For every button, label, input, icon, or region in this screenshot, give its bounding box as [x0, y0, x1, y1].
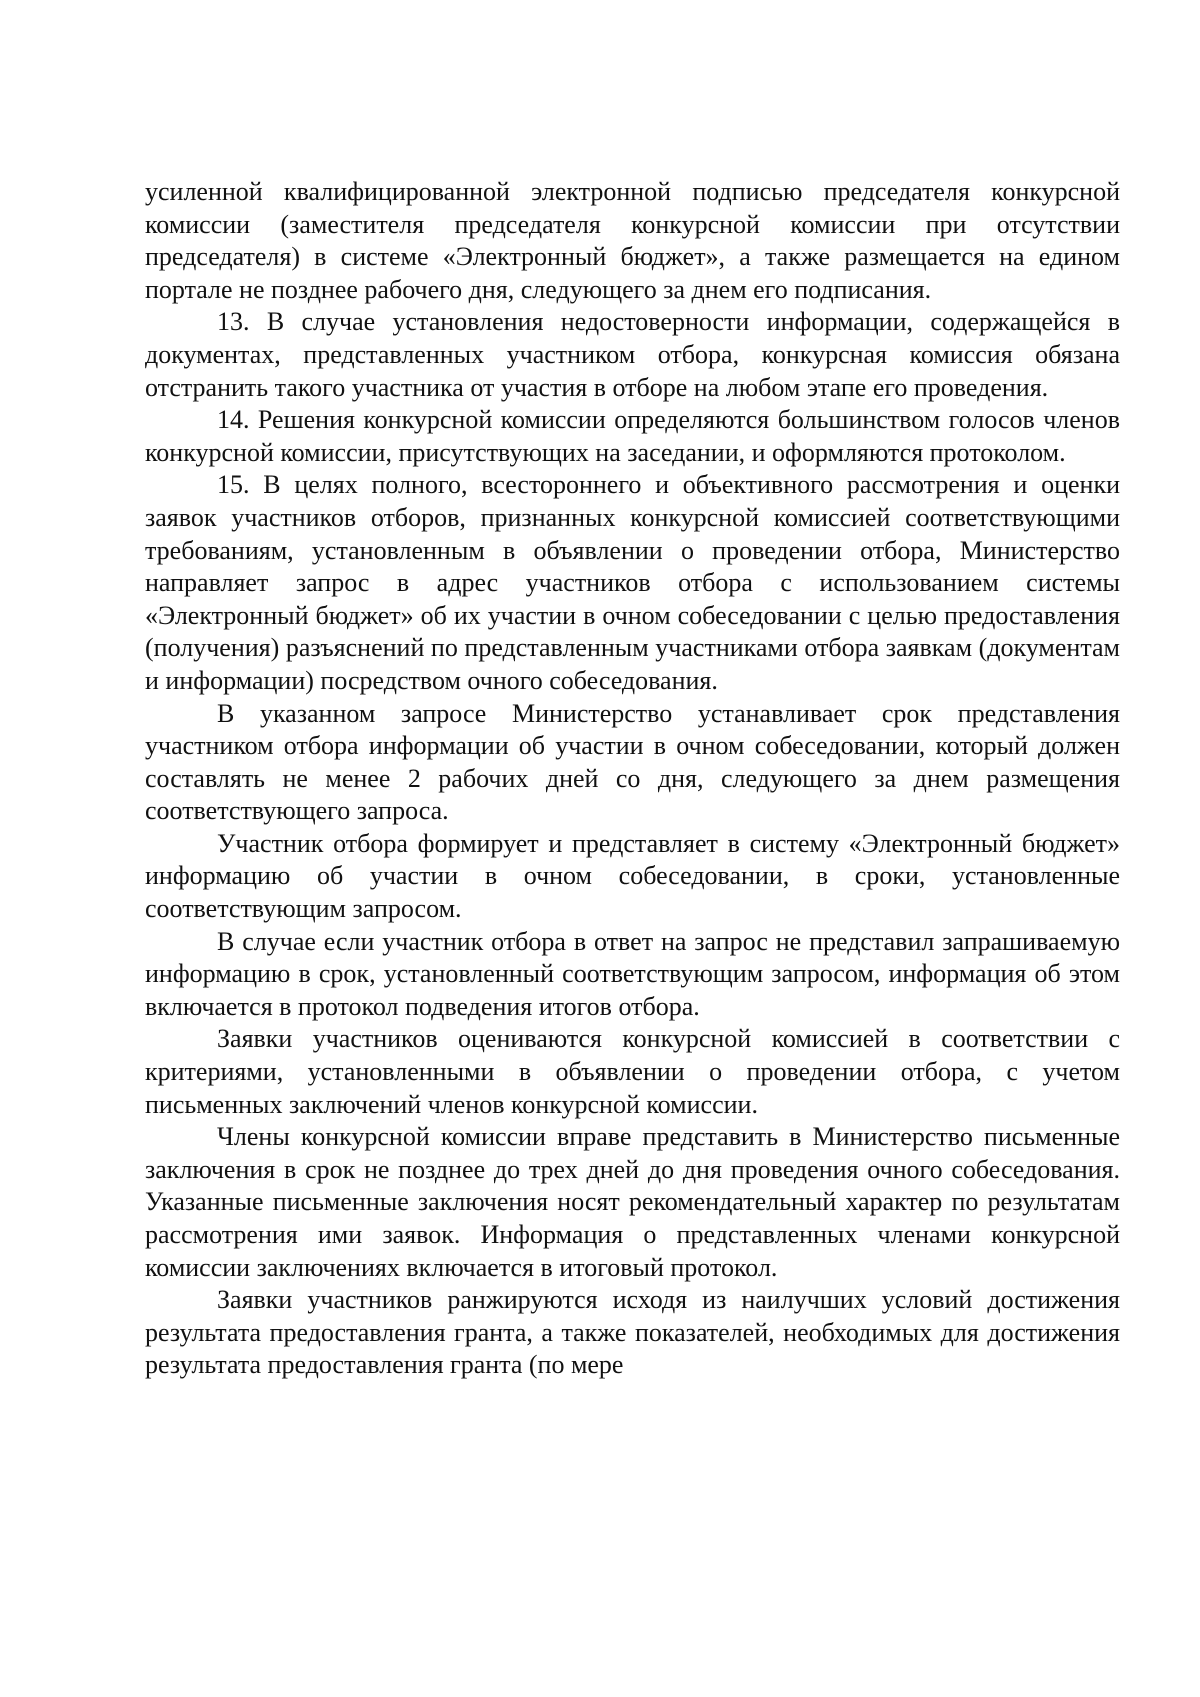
- paragraph-request-deadline: В указанном запросе Министерство устанавливает срок представления участником отбора информации об участии в очном собеседовании, который должен составлять не менее 2 рабочих дней со дня, следующего за днем размещения соответствующего запроса.: [145, 698, 1120, 826]
- paragraph-no-response: В случае если участник отбора в ответ на запрос не представил запрашиваемую информацию в срок, установленный соответствующим запросом, информация об этом включается в протокол подведения итогов отбора.: [145, 926, 1120, 1021]
- paragraph-evaluation: Заявки участников оцениваются конкурсной комиссией в соответствии с критериями, установленными в объявлении о проведении отбора, с учетом письменных заключений членов конкурсной комиссии.: [145, 1024, 1120, 1119]
- paragraph-participant-info: Участник отбора формирует и представляет в систему «Электронный бюджет» информацию об участии в очном собеседовании, в сроки, установленные соответствующим запросом.: [145, 828, 1120, 924]
- paragraph-ranking: Заявки участников ранжируются исходя из наилучших условий достижения результата предоставления гранта, а также показателей, необходимых для достижения результата предоставления гранта (по мере: [145, 1285, 1120, 1380]
- paragraph-item-15: 15. В целях полного, всестороннего и объективного рассмотрения и оценки заявок участников отборов, признанных конкурсной комиссией соответствующими требованиям, установленным в объявлении о проведении отбора, Министерство направляет запрос в адрес участников отбора с использованием системы «Электронный бюджет» об их участии в очном собеседовании с целью предоставления (получения) разъяснений по представленным участниками отбора заявкам (документам и информации) посредством очного собеседования.: [145, 470, 1120, 695]
- paragraph-item-13: 13. В случае установления недостоверности информации, содержащейся в документах, представленных участником отбора, конкурсная комиссия обязана отстранить такого участника от участия в отборе на любом этапе его проведения.: [145, 307, 1120, 402]
- paragraph-written-opinions: Члены конкурсной комиссии вправе представить в Министерство письменные заключения в срок не позднее до трех дней до дня проведения очного собеседования. Указанные письменные заключения носят рекомендательный характер по результатам рассмотрения ими заявок. Информация о представленных членами конкурсной комиссии заключениях включается в итоговый протокол.: [145, 1122, 1120, 1282]
- paragraph-item-14: 14. Решения конкурсной комиссии определяются большинством голосов членов конкурсной комиссии, присутствующих на заседании, и оформляются протоколом.: [145, 405, 1120, 467]
- document-page: [145, 176, 1120, 1382]
- paragraph-continuation: усиленной квалифицированной электронной подписью председателя конкурсной комиссии (заместителя председателя конкурсной комиссии при отсутствии председателя) в системе «Электронный бюджет», а также размещается на едином портале не позднее рабочего дня, следующего за днем его подписания.: [145, 177, 1120, 304]
